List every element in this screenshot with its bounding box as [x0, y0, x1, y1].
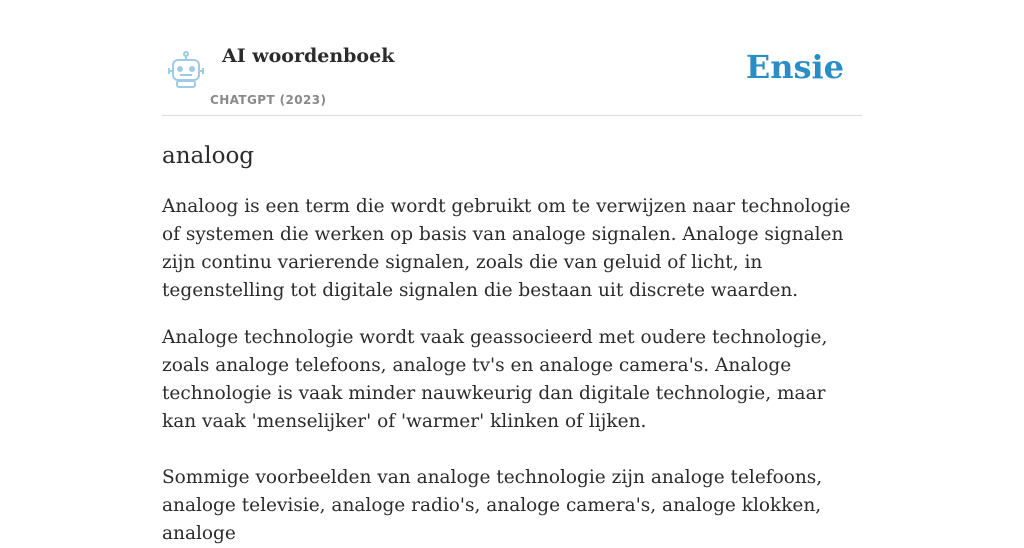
- entry-definition: [162, 193, 862, 548]
- source-subtitle: CHATGPT (2023): [210, 93, 327, 107]
- ensie-logo-link[interactable]: Ensie: [745, 48, 844, 86]
- entry-term: analoog: [162, 143, 255, 169]
- dictionary-header: [162, 0, 862, 116]
- definition-paragraph: Analoge technologie wordt vaak geassocieerd met oudere technologie, zoals analoge telefoons, analoge tv's en analoge camera's. Analoge technologie is vaak minder nauwkeurig dan digitale technologie, maar kan vaak 'menselijker' of 'warmer' klinken of lijken.: [162, 327, 828, 432]
- definition-paragraph: Analoog is een term die wordt gebruikt om te verwijzen naar technologie of systemen die werken op basis van analoge signalen. Analoge signalen zijn continu varierende signalen, zoals die van geluid of licht, in tegenstelling tot digitale signalen die bestaan uit discrete waarden.: [162, 196, 851, 301]
- source-title[interactable]: AI woordenboek: [222, 45, 395, 67]
- robot-icon: [166, 50, 206, 90]
- definition-paragraph: Sommige voorbeelden van analoge technologie zijn analoge telefoons, analoge televisie, analoge radio's, analoge camera's, analoge klokken, analoge: [162, 467, 823, 544]
- page: [162, 0, 862, 548]
